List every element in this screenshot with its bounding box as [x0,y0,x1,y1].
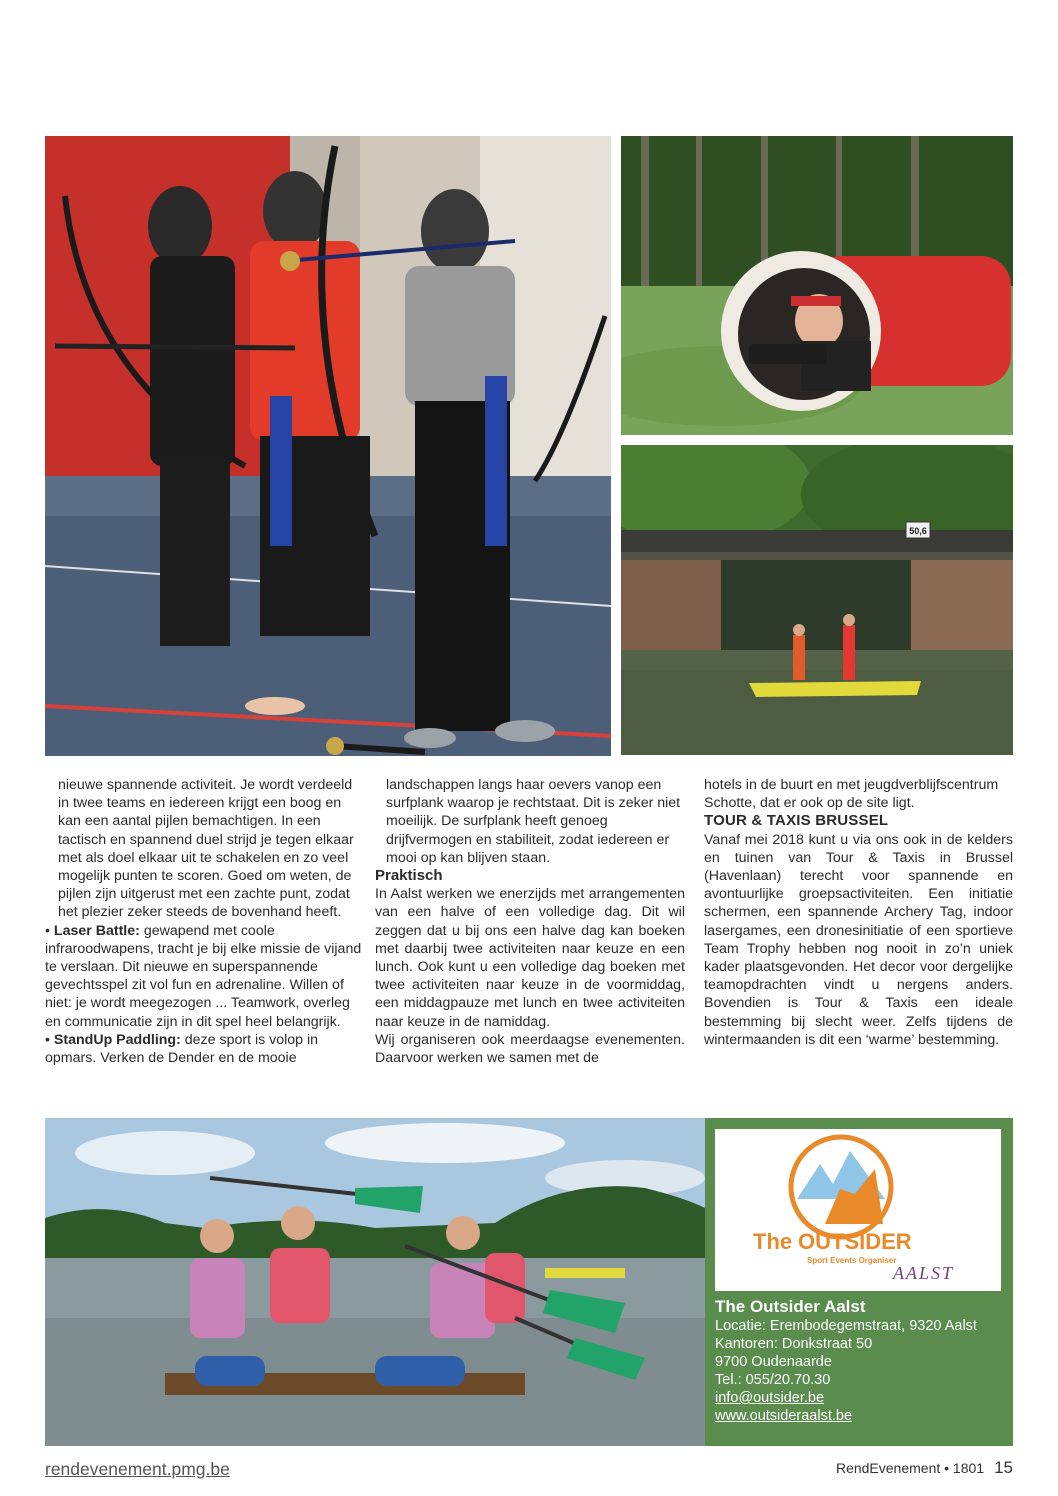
raft-building-photo [45,1118,705,1446]
archery-paragraph: nieuwe spannende activiteit. Je wordt verdeeld in twee teams en iedereen krijgt een boog en kan een aantal pijlen bemachtigen. In een tactisch en spannend duel strijd je tegen elkaar met als doel elkaar uit te schakelen en zo veel mogelijk punten te scoren. Goed om weten, de pijlen zijn uitgerust met een zachte punt, zodat het plezier zeker steeds de bovenhand heeft. [58,777,354,921]
praktisch-paragraph: In Aalst werken we enerzijds met arrangementen van een halve of een volledige dag. Dit wil zeggen dat u bij ons een halve dag kan boeken met daarbij twee activiteiten naar keuze en een lunch. Ook kunt u een volledige dag boeken met twee activiteiten naar keuze in de voormiddag, een middagpauze met lunch en twee activiteiten naar keuze in de namiddag. [375,886,685,1030]
laser-battle-photo [621,136,1013,435]
tour-taxis-paragraph: Vanaf mei 2018 kunt u via ons ook in de kelders en tuinen van Tour & Taxis in Brussel (Havenlaan) terecht voor spannende en avontuurlijke groepsactiviteiten. Een initiatie schermen, een spannende Archery Tag, indoor lasergames, een dronesinitiatie of een sportieve Team Trophy hebben nog nooit in zo’n uniek kader plaatsgevonden. Het decor voor dergelijke teamopdrachten vindt u nergens anders. Bovendien is Tour & Taxis een ideale bestemming bij slecht weer. Zelfs tijdens de wintermaanden is dit een ‘warme’ bestemming. [704,831,1013,1048]
phone-line: Tel.: 055/20.70.30 [715,1372,831,1388]
kantoren-line: Kantoren: Donkstraat 50 [715,1336,873,1352]
issue-label: RendEvenement • 1801 [835,1460,985,1476]
hotels-paragraph: hotels in de buurt en met jeugdverblijfscentrum Schotte, dat er ook op de site ligt. [704,777,999,812]
sup-continued-paragraph: landschappen langs haar oevers vanop een surfplank waarop je rechtstaat. Dit is zeker niet moeilijk. De surfplank heeft genoeg drijfvermogen en stabiliteit, zodat iedereen er mooi op kan blijven staan. [386,777,681,866]
bridge-sign: 50,6 [909,526,927,536]
logo-city: AALST [893,1263,955,1283]
footer-site-link[interactable]: rendevenement.pmg.be [45,1459,230,1479]
column-2 [375,776,685,1067]
city-line: 9700 Oudenaarde [715,1354,832,1370]
website-link[interactable]: www.outsideraalst.be [715,1408,853,1424]
standup-paddling-photo [621,445,1013,755]
locatie-line: Locatie: Erembodegemstraat, 9320 Aalst [715,1318,977,1334]
logo-outsider: OUTSIDER [798,1229,912,1254]
bullet-label: StandUp Paddling: [53,1031,181,1048]
logo-the: The [753,1229,793,1254]
bullet-laser-battle: • Laser Battle: gewapend met coole infraroodwapens, tracht je bij elke missie de vijand te verslaan. Dit nieuwe en superspannende gevechtsspel zit vol fun en adrenaline. Willen of niet: je wordt meegezogen ... Teamwork, overleg en communicatie zijn in dit spel heel belangrijk. [45,922,362,1030]
praktisch-heading: Praktisch [375,867,443,885]
page-number: 15 [994,1458,1013,1477]
logo-tagline: Sport Events Organiser [807,1256,897,1265]
company-name: The Outsider Aalst [715,1297,866,1316]
bullet-label: Laser Battle: [53,922,140,939]
archery-tag-photo [45,136,611,756]
column-1 [45,776,366,1067]
bullet-text: deze sport is volop in opmars. Verken de Dender en de mooie [45,1031,319,1067]
contact-info [715,1298,977,1425]
bullet-standup-paddling: • StandUp Paddling: deze sport is volop in opmars. Verken de Dender en de mooie [45,1031,319,1067]
meerdaagse-paragraph: Wij organiseren ook meerdaagse evenementen. Daarvoor werken we samen met de [375,1031,685,1067]
column-3 [704,776,1013,1049]
email-link[interactable]: info@outsider.be [715,1390,825,1406]
contact-box [705,1118,1013,1446]
footer-issue [836,1458,1013,1478]
bullet-text: gewapend met coole infraroodwapens, tracht je bij elke missie de vijand te verslaan. Dit nieuwe en superspannende gevechtsspel zit vol fun en adrenaline. Willen of niet: je wordt meegezogen ... Teamwork, overleg en communicatie zijn in dit spel heel belangrijk. [45,922,362,1030]
outsider-logo [715,1129,1001,1291]
tour-taxis-heading: TOUR & TAXIS BRUSSEL [704,812,889,830]
